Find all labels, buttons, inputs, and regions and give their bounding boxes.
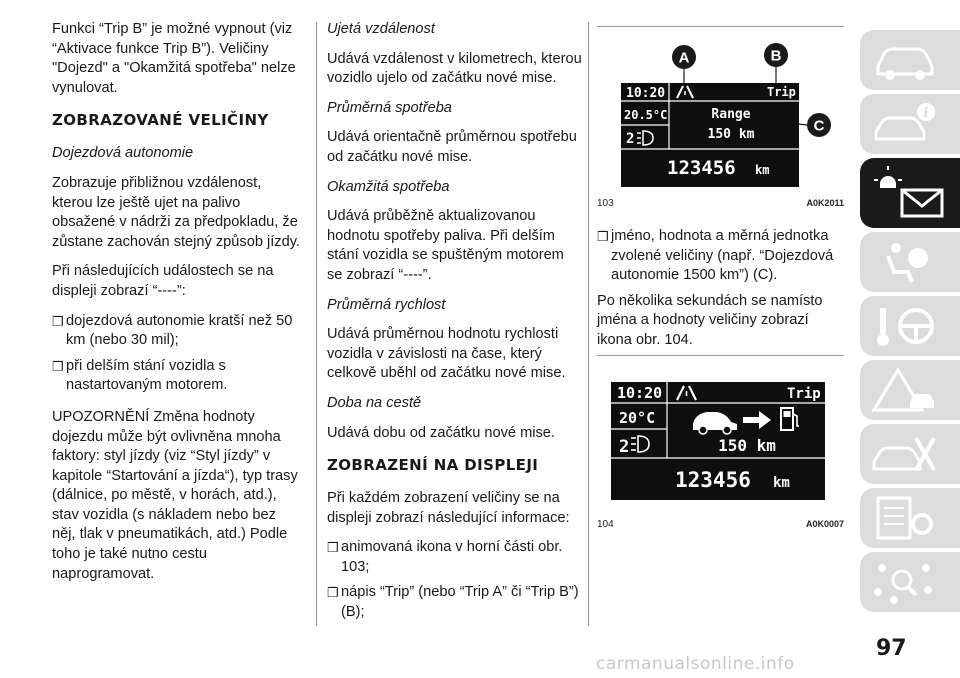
column-divider: [588, 22, 589, 626]
trip-time-title: Doba na cestě: [327, 394, 422, 411]
checkbox-bullet-icon: ❒: [52, 358, 64, 374]
alphabet-index-icon: [870, 558, 940, 606]
warning-light-message-icon: [870, 164, 950, 224]
figure-caption: [597, 519, 844, 530]
instant-consumption-title: Okamžitá spotřeba: [327, 178, 450, 195]
figure-code: A0K0007: [805, 519, 844, 529]
chapter-tab-car[interactable]: [860, 30, 960, 90]
checkbox-bullet-icon: ❒: [327, 540, 339, 556]
avg-speed-text: Udává průměrnou hodnotu rychlosti vozidla v závislosti na čase, který celkově uběhl od začátku nové mise.: [327, 326, 566, 382]
figure-number: 104: [597, 519, 614, 530]
figure-code: A0K2011: [806, 198, 844, 208]
airbag-seat-icon: [870, 238, 940, 286]
trip-time-text: Udává dobu od začátku nové mise.: [327, 424, 555, 441]
watermark: carmanualsonline.info: [596, 654, 795, 674]
intro-text: Funkci “Trip B” je možné vypnout (viz “Aktivace funkce Trip B”). Veličiny "Dojezd" a "Okamžitá spotřeba" nelze vynulovat.: [52, 21, 296, 96]
page-number: 97: [876, 636, 907, 661]
list-item: [52, 312, 302, 351]
list-item-text: jméno, hodnota a měrná jednotka zvolené veličiny (např. “Dojezdová autonomie 1500 km”) (C).: [611, 228, 834, 284]
checkbox-bullet-icon: ❒: [52, 313, 64, 329]
chapter-tab-car-info[interactable]: [860, 94, 960, 154]
callout-b-label: B: [770, 47, 782, 65]
chapter-tab-instruments[interactable]: [860, 158, 960, 228]
callout-a-label: A: [678, 49, 690, 67]
trip-display-icon-illustration: [597, 356, 844, 516]
figure-103: [597, 26, 844, 209]
avg-consumption-text: Udává orientačně průměrnou spotřebu od začátku nové mise.: [327, 129, 577, 165]
column-left: [52, 20, 302, 594]
svg-text:i: i: [923, 106, 929, 121]
checkbox-bullet-icon: ❒: [327, 585, 339, 601]
callout-c-label: C: [813, 117, 825, 135]
display-odometer: 123456: [675, 468, 751, 492]
range-text: Zobrazuje přibližnou vzdálenost, kterou lze ještě ujet na palivo obsažené v nádrži za předpokladu, že zůstane zachován stejný způsob jízdy.: [52, 174, 300, 250]
display-range-value: 150 km: [718, 436, 776, 455]
list-item: [597, 227, 847, 286]
display-quantity-name: Range: [711, 107, 751, 122]
car-wrench-icon: [870, 430, 940, 478]
list-item: [327, 538, 582, 577]
list-item-text: nápis “Trip” (nebo “Trip A” či “Trip B”) (B);: [341, 584, 579, 621]
display-time: 10:20: [617, 384, 663, 402]
figure-caption: [597, 198, 844, 209]
list-item-text: dojezdová autonomie kratší než 50 km (nebo 30 mil);: [66, 312, 293, 349]
display-trip-label: Trip: [787, 386, 821, 402]
display-odometer-unit: km: [755, 163, 770, 177]
range-title: Dojezdová autonomie: [52, 145, 194, 162]
chapter-tab-driving[interactable]: [860, 296, 960, 356]
avg-speed-title: Průměrná rychlost: [327, 296, 446, 313]
chapter-tab-safety[interactable]: [860, 232, 960, 292]
section-heading-displayed-values: ZOBRAZOVANÉ VELIČINY: [52, 111, 269, 130]
display-intro-text: Při každém zobrazení veličiny se na displeji zobrazí následující informace:: [327, 490, 570, 526]
after-text: Po několika sekundách se namísto jména a hodnoty veličiny zobrazí ikona obr. 104.: [597, 292, 823, 348]
document-gear-icon: [870, 494, 940, 542]
display-time: 10:20: [626, 86, 666, 101]
display-temperature: 20.5°C: [624, 108, 668, 122]
list-item: [52, 357, 302, 396]
avg-consumption-title: Průměrná spotřeba: [327, 99, 452, 116]
display-trip-label: Trip: [767, 85, 796, 99]
trip-display-illustration: [597, 27, 844, 195]
display-odometer: 123456: [667, 157, 736, 179]
events-text: Při následujících událostech se na displeji zobrazí “----”:: [52, 263, 274, 299]
instant-consumption-text: Udává průběžně aktualizovanou hodnotu spotřeby paliva. Při delším stání vozidla se spuštěným motorem se zobrazí “----”.: [327, 208, 564, 283]
car-info-icon: [870, 100, 940, 148]
column-divider: [316, 22, 317, 626]
car-icon: [870, 36, 940, 84]
key-steering-wheel-icon: [870, 302, 940, 350]
chapter-tab-technical-data[interactable]: [860, 488, 960, 548]
display-odometer-unit: km: [773, 475, 790, 491]
warning-triangle-car-icon: [870, 366, 940, 414]
figure-104: [597, 355, 844, 530]
list-item-text: při delším stání vozidla s nastartovaným motorem.: [66, 357, 228, 394]
checkbox-bullet-icon: ❒: [597, 229, 609, 244]
display-gear: 2: [619, 437, 630, 457]
chapter-tab-index[interactable]: [860, 552, 960, 612]
distance-title: Ujetá vzdálenost: [327, 21, 435, 37]
chapter-tab-emergency[interactable]: [860, 360, 960, 420]
column-right: [597, 227, 847, 361]
display-gear: 2: [626, 131, 635, 147]
chapter-tab-maintenance[interactable]: [860, 424, 960, 484]
list-item: [327, 583, 582, 622]
column-middle: [327, 20, 582, 629]
display-temperature: 20°C: [619, 409, 656, 427]
figure-number: 103: [597, 198, 614, 209]
section-heading-display: ZOBRAZENÍ NA DISPLEJI: [327, 456, 539, 475]
warning-text: UPOZORNĚNÍ Změna hodnoty dojezdu může být ovlivněna mnoha faktory: styl jízdy (viz “Styl jízdy” v kapitole “Startování a jízda“), typ trasy (dálnice, po městě, v horách, atd.), stav vozidla (s nákladem nebo bez něj, tlak v pneumatikách, atd.) Podle toho je také nutno cestu naprogramovat.: [52, 408, 298, 582]
list-item-text: animovaná ikona v horní části obr. 103;: [341, 539, 563, 575]
display-quantity-value: 150 km: [707, 127, 755, 142]
distance-text: Udává vzdálenost v kilometrech, kterou vozidlo ujelo od začátku nové mise.: [327, 50, 582, 87]
